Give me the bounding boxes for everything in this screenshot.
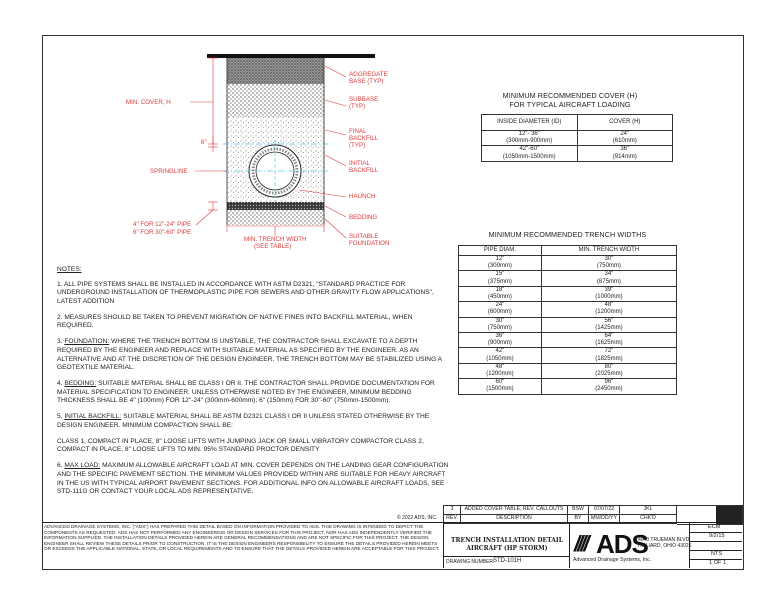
trench-table-title: MINIMUM RECOMMENDED TRENCH WIDTHS [488, 230, 647, 239]
pavement-surface [207, 54, 375, 58]
cover-table-title-2: FOR TYPICAL AIRCRAFT LOADING [509, 100, 631, 109]
label-six-inch: 6" [201, 139, 207, 146]
label-bedding-depth-1: 4" FOR 12"-24" PIPE [133, 221, 192, 228]
table-row: 12"- 36" (300mm-900mm) 24" (610mm) [482, 131, 673, 146]
note-4: 4. BEDDING: SUITABLE MATERIAL SHALL BE CLASS I OR II. THE CONTRACTOR SHALL PROVIDE DOCUMENTATION FOR MATERIAL SPECIFICATION TO ENGINEER. UNLESS OTHERWISE NOTED BY THE ENGINEER, MINIMUM BEDDING THICKNESS SHALL BE 4" (100mm) FOR 12"-24" (300mm-600mm); 6" (150mm) FOR 30"-60" (750mm-1500mm). [57, 380, 435, 405]
cover-table-title-1: MINIMUM RECOMMENDED COVER (H) [502, 91, 638, 100]
note-3: 3. FOUNDATION: WHERE THE TRENCH BOTTOM IS UNSTABLE, THE CONTRACTOR SHALL EXCAVATE TO A DEPTH REQUIRED BY THE ENGINEER AND REPLACE WITH SUITABLE MATERIAL AS SPECIFIED BY THE ENGINEER. AS AN ALTERNATIVE AND AT THE DISCRETION OF THE DESIGN ENGINEER, THE TRENCH BOTTOM MAY BE STABILIZED USING A GEOTEXTILE MATERIAL. [57, 338, 442, 372]
notes-heading: NOTES: [57, 266, 82, 273]
revision-header-row: REV. DESCRIPTION BY MM/DD/YY CHK'D [444, 515, 677, 524]
table-row: 18" (450mm) 39" (1000mm) [459, 286, 677, 301]
label-initial-backfill: INITIAL BACKFILL [349, 160, 379, 174]
label-min-cover: MIN. COVER, H [126, 99, 171, 106]
table-row: 48" (1200mm) 80" (2025mm) [459, 363, 677, 378]
address-line-2: HILLIARD, OHIO 43026 [638, 543, 692, 549]
note-5-compaction: CLASS 1, COMPACT IN PLACE, 8" LOOSE LIFTS WITH JUMPING JACK OR SMALL VIBRATORY COMPACTOR CLASS 2, COMPACT IN PLACE, 8" LOOSE LIFTS TO MIN. 95% STANDARD PROCTOR DENSITY [57, 437, 424, 454]
scale-value: NTS [711, 551, 723, 557]
table-row: 60" (1500mm) 96" (2450mm) [459, 379, 677, 394]
sheet-value: 1 OF 1 [709, 560, 727, 566]
label-bedding: BEDDING [349, 214, 378, 221]
cover-table [481, 114, 673, 162]
note-1: 1. ALL PIPE SYSTEMS SHALL BE INSTALLED IN ACCORDANCE WITH ASTM D2321, "STANDARD PRACTICE FOR UNDERGROUND INSTALLATION OF THERMOPLASTIC PIPE FOR SEWERS AND OTHER GRAVITY FLOW APPLICATIONS", LATEST ADDITION [57, 280, 434, 305]
disclaimer: ADVANCED DRAINAGE SYSTEMS, INC. ("ADS") HAS PREPARED THIS DETAIL BASED ON INFORMATION PROVIDED TO ADS. THIS DRAWING IS INTENDED TO DEPICT THE COMPONENTS AS REQUESTED. ADS HAS NOT PERFORMED ANY ENGINEERING OR DESIGN SERVICES FOR THIS PROJECT, NOR HAS ADS INDEPENDENTLY VERIFIED THE INFORMATION SUPPLIED. THE INSTALLATION DETAILS PROVIDED HEREIN ARE GENERAL RECOMMENDATIONS AND ARE NOT SPECIFIC FOR THIS PROJECT. THE DESIGN ENGINEER SHALL REVIEW THESE DETAILS PRIOR TO CONSTRUCTION. IT IS THE DESIGN ENGINEERS RESPONSIBILITY TO ENSURE THE DETAILS PROVIDED HEREIN MEETS OR EXCEEDS THE APPLICABLE NATIONAL, STATE, OR LOCAL REQUIREMENTS AND TO ENSURE THAT THE DETAILS PROVIDED HEREIN ARE ACCEPTABLE FOR THIS PROJECT. [44, 524, 440, 552]
column-header: MIN. TRENCH WIDTH [541, 246, 676, 256]
table-row: 36" (900mm) 64" (1625mm) [459, 333, 677, 348]
drawing-title-1: TRENCH INSTALLATION DETAIL [451, 537, 563, 544]
subbase-layer [227, 84, 324, 117]
ads-logo-text: ADS [596, 529, 648, 559]
company-name: Advanced Drainage Systems, Inc. [573, 557, 652, 563]
table-row: 15" (375mm) 34" (875mm) [459, 271, 677, 286]
column-header: COVER (H) [577, 115, 673, 131]
note-5: 5. INITIAL BACKFILL: SUITABLE MATERIAL SHALL BE ASTM D2321 CLASS I OR II UNLESS STATED OTHERWISE BY THE DESIGN ENGINEER. MINIMUM COMPACTION SHALL BE: [57, 413, 430, 429]
label-min-trench-width-1: MIN. TRENCH WIDTH [244, 236, 307, 243]
label-springline: SPRINGLINE [150, 168, 188, 175]
table-row: 24" (600mm) 48" (1200mm) [459, 302, 677, 317]
copyright: © 2022 ADS, INC. [397, 515, 438, 521]
address-line-1: 4640 TRUEMAN BLVD [638, 537, 690, 543]
date-value: 9/2/15 [709, 533, 725, 539]
table-row: 30" (750mm) 56" (1425mm) [459, 317, 677, 332]
ads-logo [574, 527, 648, 559]
note-6: 6. MAX LOAD: MAXIMUM ALLOWABLE AIRCRAFT LOAD AT MIN. COVER DEPENDS ON THE LANDING GEAR CONFIGURATION AND THE SPECIFIC PAVEMENT SECTION. THE MINIMUM VALUES PROVIDED WITHIN ARE SUITABLE FOR HEAVY AIRCRAFT IN THE US WITH TYPICAL AIRPORT PAVEMENT SECTIONS. FOR ADDITIONAL INFO ON ALLOWABLE AIRCRAFT LOADS, SEE STD-111G OR CONTACT YOUR LOCAL ADS REPRESENTATIVE. [57, 462, 449, 496]
table-row: 42"-60" (1050mm-1500mm) 36" (914mm) [482, 146, 673, 161]
aggregate-base-layer [227, 58, 324, 84]
foundation-layer [227, 210, 324, 225]
drawing-title-2: AIRCRAFT (HP STORM) [466, 545, 548, 552]
table-row: 42" (1050mm) 72" (1825mm) [459, 348, 677, 363]
trench-width-table [458, 245, 677, 395]
note-2: 2. MEASURES SHOULD BE TAKEN TO PREVENT MIGRATION OF NATIVE FINES INTO BACKFILL MATERIAL, WHEN REQUIRED. [57, 313, 413, 330]
label-bedding-depth-2: 6" FOR 30"-60" PIPE [133, 229, 192, 236]
bedding-layer [227, 202, 324, 210]
ads-logo-slashes: //// [574, 531, 587, 556]
table-row: 12" (300mm) 30" (750mm) [459, 256, 677, 271]
drawn-by-value: ECM [708, 524, 721, 530]
column-header: PIPE DIAM. [459, 246, 542, 256]
column-header: INSIDE DIAMETER (ID) [482, 115, 578, 131]
drawing-number: STD-101H [493, 558, 522, 564]
label-suitable-foundation: SUITABLE FOUNDATION [349, 233, 390, 247]
label-haunch: HAUNCH [349, 193, 376, 200]
revision-row: 3 ADDED COVER TABLE, REV. CALLOUTS BSW 07/07/22 JKL [444, 506, 677, 515]
label-min-trench-width-2: (SEE TABLE) [254, 243, 292, 250]
table-header-row [482, 115, 673, 131]
notes-section [57, 266, 449, 504]
table-header-row [459, 246, 677, 256]
label-subbase: SUBBASE (TYP) [349, 96, 379, 110]
label-aggregate-base: AGGREGATE BASE (TYP) [349, 71, 388, 85]
label-final-backfill: FINAL BACKFILL (TYP) [349, 128, 379, 149]
final-backfill-layer [227, 117, 324, 144]
drawing-number-label: DRAWING NUMBER: [446, 559, 495, 565]
